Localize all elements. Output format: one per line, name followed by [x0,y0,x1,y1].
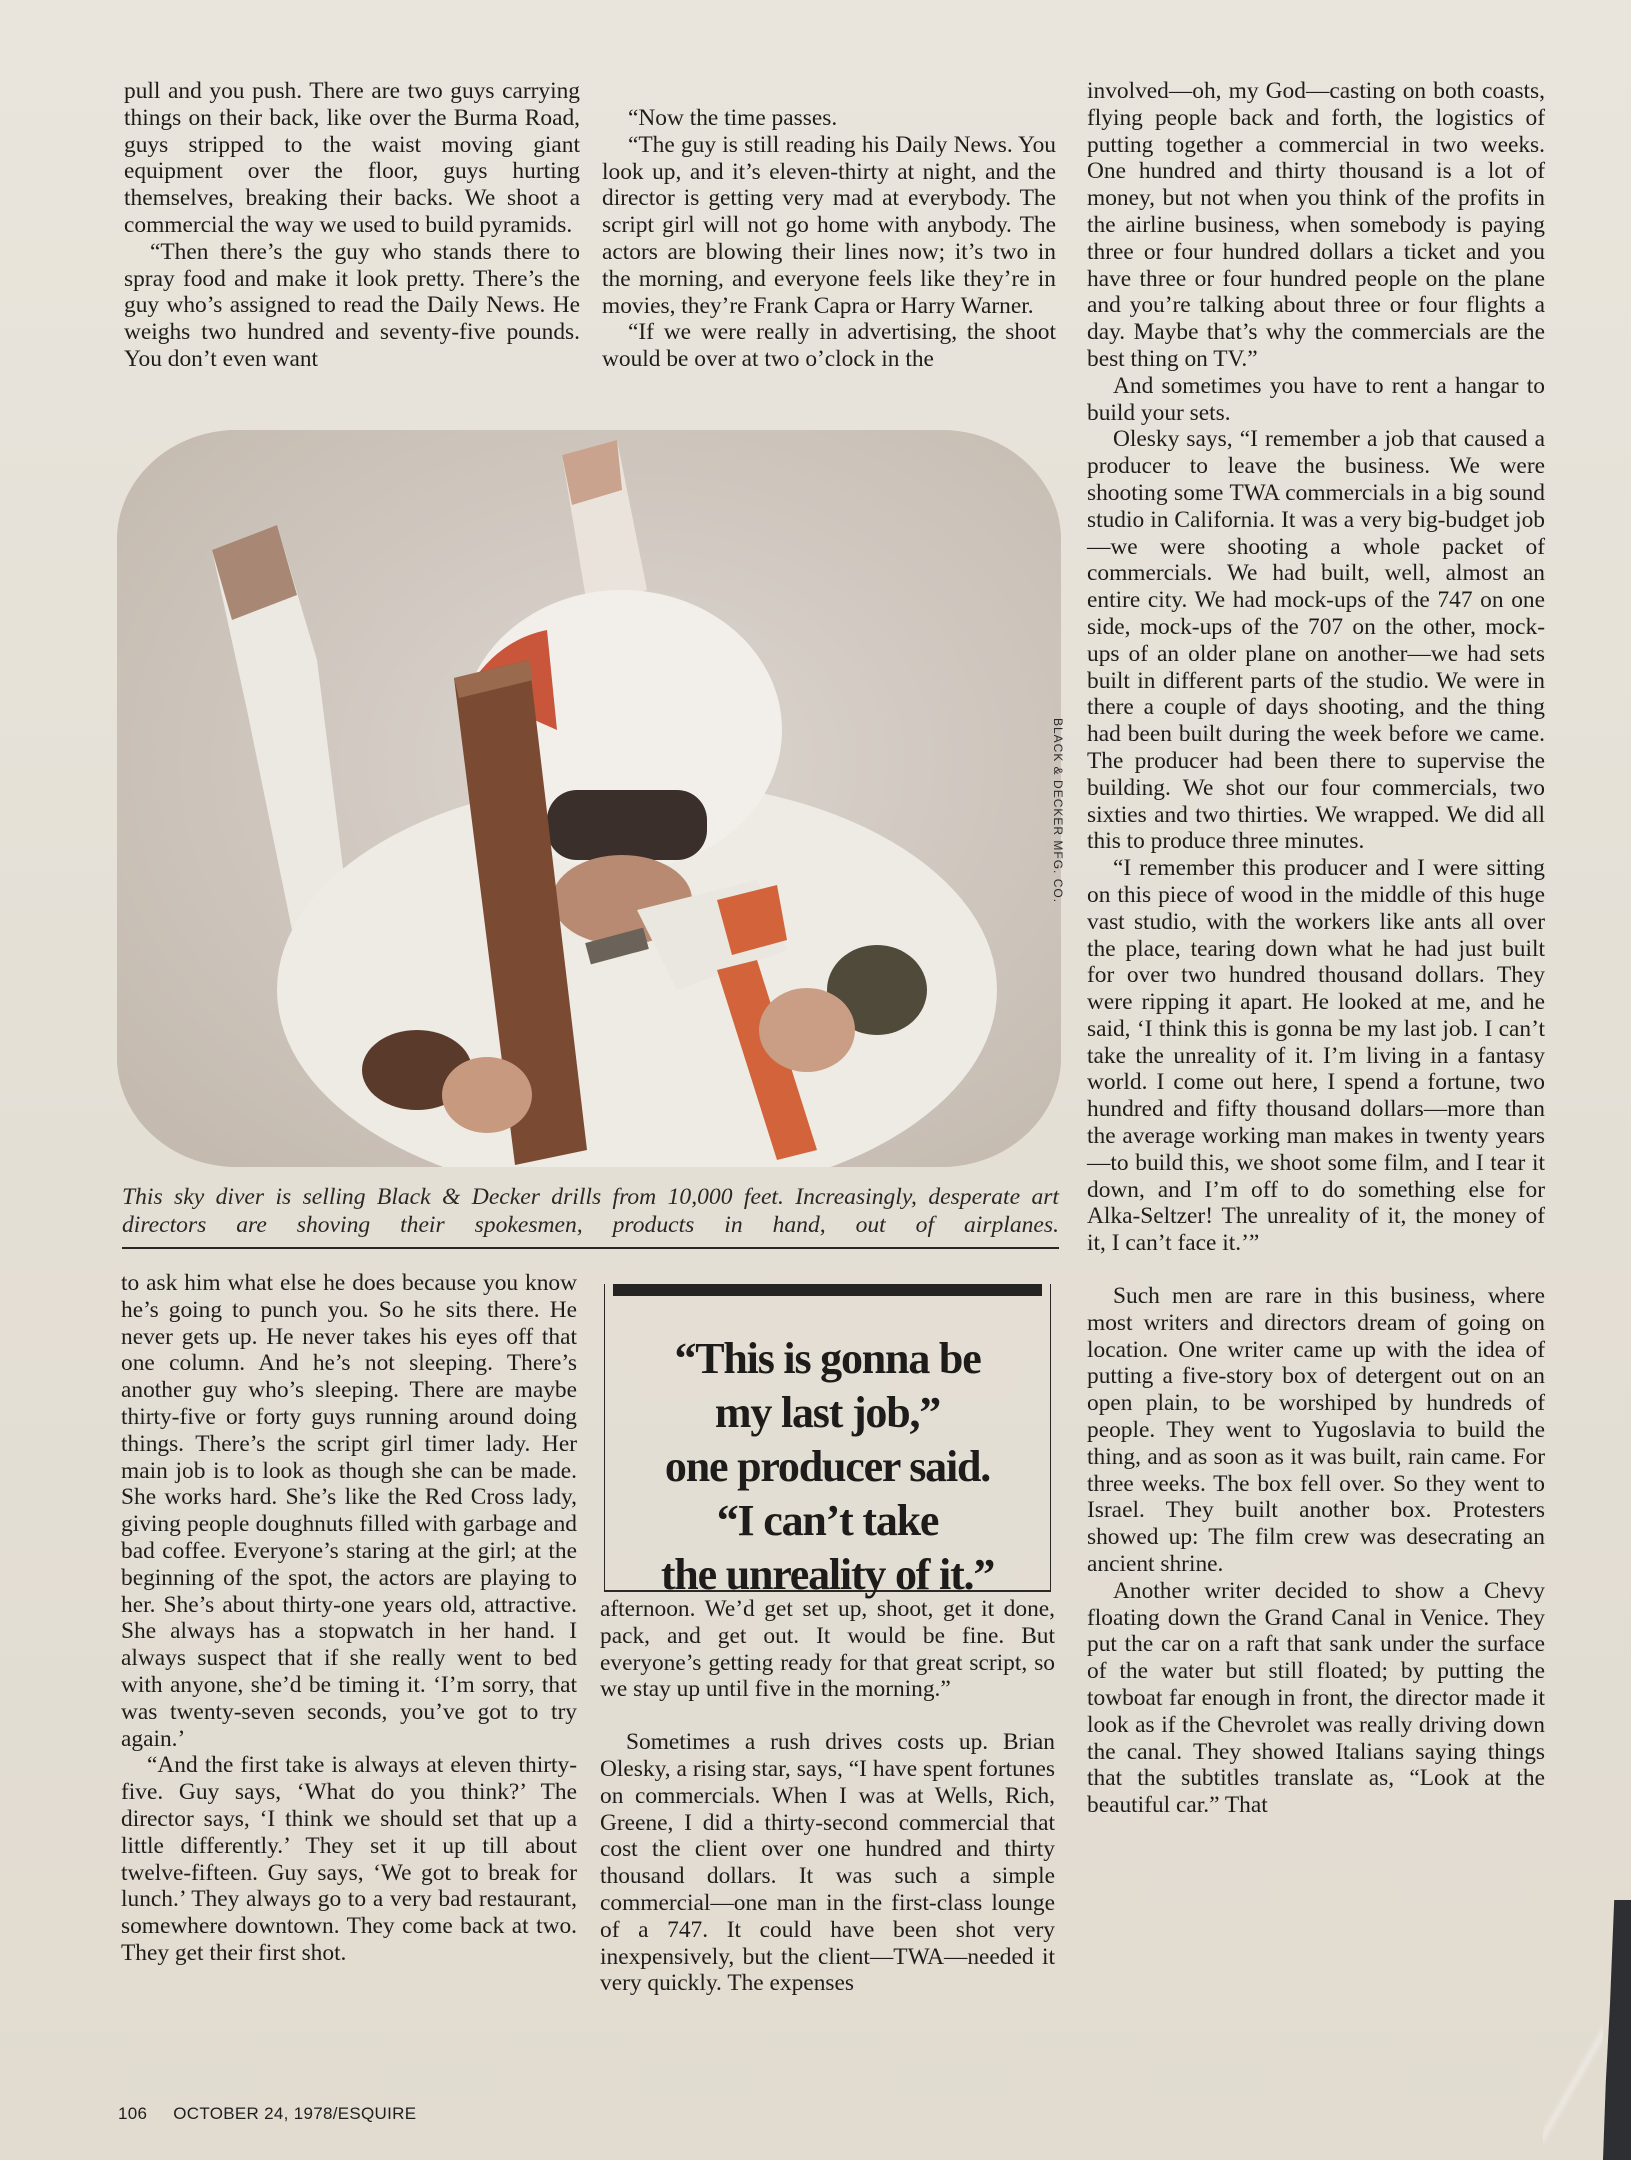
photo-caption: This sky diver is selling Black & Decker drills from 10,000 feet. Increasingly, desperate art directors are shoving their spokesmen, products in hand, out of airplanes. [122,1183,1059,1249]
page-footer [118,2104,416,2124]
pull-quote-line: the unreality of it.” [660,1550,995,1599]
paragraph: Sometimes a rush drives costs up. Brian Olesky, a rising star, says, “I have spent fortunes on commercials. When I was at Wells, Rich, Greene, I did a thirty-second commercial that cost the client over one hundred and thirty thousand dollars. It was such a simple commercial—one man in the first-class lounge of a 747. It could have been shot very inexpensively, but the client—TWA—needed it very quickly. The expenses [600,1729,1055,1997]
pull-quote-box [604,1284,1051,1599]
pull-quote-line: my last job,” [714,1388,941,1437]
article-column-3 [1087,78,1545,1819]
page-fold [1543,2010,1603,2160]
paragraph: “I remember this producer and I were sitting on this piece of wood in the middle of this huge vast studio, with the workers like ants all over the place, tearing down what he had just built for over two hundred thousand dollars. They were ripping it apart. He looked at me, and he said, ‘I think this is gonna be my last job. I can’t take the unreality of it. I’m living in a fantasy world. I come out here, I spend a fortune, two hundred and fifty thousand dollars—more than the average working man makes in twenty years—to build this, we shoot some film, and I tear it down, and I’m off to do something else for Alka-Seltzer! The unreality of it, the money of it, I can’t face it.’” [1087,855,1545,1257]
paragraph: pull and you push. There are two guys carrying things on their back, like over the Burma Road, guys stripped to the waist moving giant equipment over the floor, guys hurting themselves, breaking their backs. We shoot a commercial the way we used to build pyramids. [124,78,580,238]
article-column-2-bottom [600,1596,1055,1997]
paragraph: Such men are rare in this business, where most writers and directors dream of going on location. One writer came up with the idea of putting a five-story box of detergent out on an open plain, to be worshiped by hundreds of people. They went to Yugoslavia to build the thing, and as soon as it was built, rain came. For three weeks. The box fell over. So they went to Israel. They built another box. Protesters showed up: The film crew was desecrating an ancient shrine. [1087,1283,1545,1578]
paragraph: “Then there’s the guy who stands there to spray food and make it look pretty. There’s the guy who’s assigned to read the Daily News. He weighs two hundred and seventy-five pounds. You don’t even want [124,238,580,372]
pull-quote-rule [613,1284,1042,1296]
pull-quote-line: “I can’t take [716,1496,939,1545]
photo-credit: BLACK & DECKER MFG. CO. [1051,718,1065,904]
torn-page-edge [1603,1900,1631,2160]
paragraph: “The guy is still reading his Daily News. You look up, and it’s eleven-thirty at night, and the director is getting very mad at everybody. The script girl will not go home with anybody. The actors are blowing their lines now; it’s two in the morning, and everyone feels like they’re in movies, they’re Frank Capra or Harry Warner. [602,131,1056,319]
article-column-2-top [602,105,1056,373]
paragraph: “And the first take is always at eleven thirty-five. Guy says, ‘What do you think?’ The director says, ‘I think we should set that up a little differently.’ They set it up till about twelve-fifteen. Guy says, ‘We got to break for lunch.’ They always go to a very bad restaurant, somewhere downtown. They come back at two. They get their first shot. [121,1752,577,1966]
article-column-1-top [124,78,580,373]
pull-quote-line: “This is gonna be [674,1334,981,1383]
paragraph: Another writer decided to show a Chevy floating down the Grand Canal in Venice. They put the car on a raft that sank under the surface of the water but still floated; by putting the towboat far enough in front, the director made it look as if the Chevrolet was really driving down the canal. They showed Italians saying things that the subtitles translate as, “Look at the beautiful car.” That [1087,1577,1545,1819]
skydiver-photo [117,430,1061,1167]
paragraph: Olesky says, “I remember a job that caused a producer to leave the business. We were shooting some TWA commercials in a big sound studio in California. It was a very big-budget job—we were shooting a whole packet of commercials. We had built, well, almost an entire city. We had mock-ups of the 747 on one side, mock-ups of the 707 on the other, mock-ups of an older plane on another—we had sets built in different parts of the studio. We were in there a couple of days shooting, and the thing had been built during the week before we came. The producer had been there to supervise the building. We shot our four commercials, two sixties and two thirties. We wrapped. We did all this to produce three minutes. [1087,426,1545,855]
skydiver-illustration [117,430,1061,1167]
page-number: 106 [118,2104,148,2123]
paragraph: “If we were really in advertising, the shoot would be over at two o’clock in the [602,319,1056,373]
article-column-1-bottom [121,1270,577,1967]
paragraph: “Now the time passes. [628,105,838,131]
paragraph: And sometimes you have to rent a hangar to build your sets. [1087,372,1545,426]
paragraph: afternoon. We’d get set up, shoot, get it done, pack, and get out. It would be fine. But everyone’s getting ready for that great script, so we stay up until five in the morning.” [600,1596,1055,1703]
paragraph: to ask him what else he does because you know he’s going to punch you. So he sits there. He never gets up. He never takes his eyes off that one column. And he’s not sleeping. There’s another guy who’s sleeping. There are maybe thirty-five or forty guys running around doing things. There’s the script girl timer lady. Her main job is to look as though she can be made. She works hard. She’s like the Red Cross lady, giving people doughnuts filled with garbage and bad coffee. Everyone’s staring at the girl; at the beginning of the spot, the actors are playing to her. She’s about thirty-one years old, attractive. She always has a stopwatch in her hand. I always suspect that if she really went to bed with anyone, she’d be timing it. ‘I’m sorry, that was twenty-seven seconds, you’ve got to try again.’ [121,1270,577,1752]
issue-info: OCTOBER 24, 1978/ESQUIRE [173,2104,417,2123]
pull-quote-line: one producer said. [664,1442,991,1491]
pull-quote-text [605,1332,1050,1602]
paragraph: involved—oh, my God—casting on both coasts, flying people back and forth, the logistics of putting together a commercial in two weeks. One hundred and thirty thousand is a lot of money, but not when you think of the profits in the airline business, when somebody is paying three or four hundred dollars a ticket and you have three or four hundred people on the plane and you’re talking about three or four flights a day. Maybe that’s why the commercials are the best thing on TV.” [1087,78,1545,372]
